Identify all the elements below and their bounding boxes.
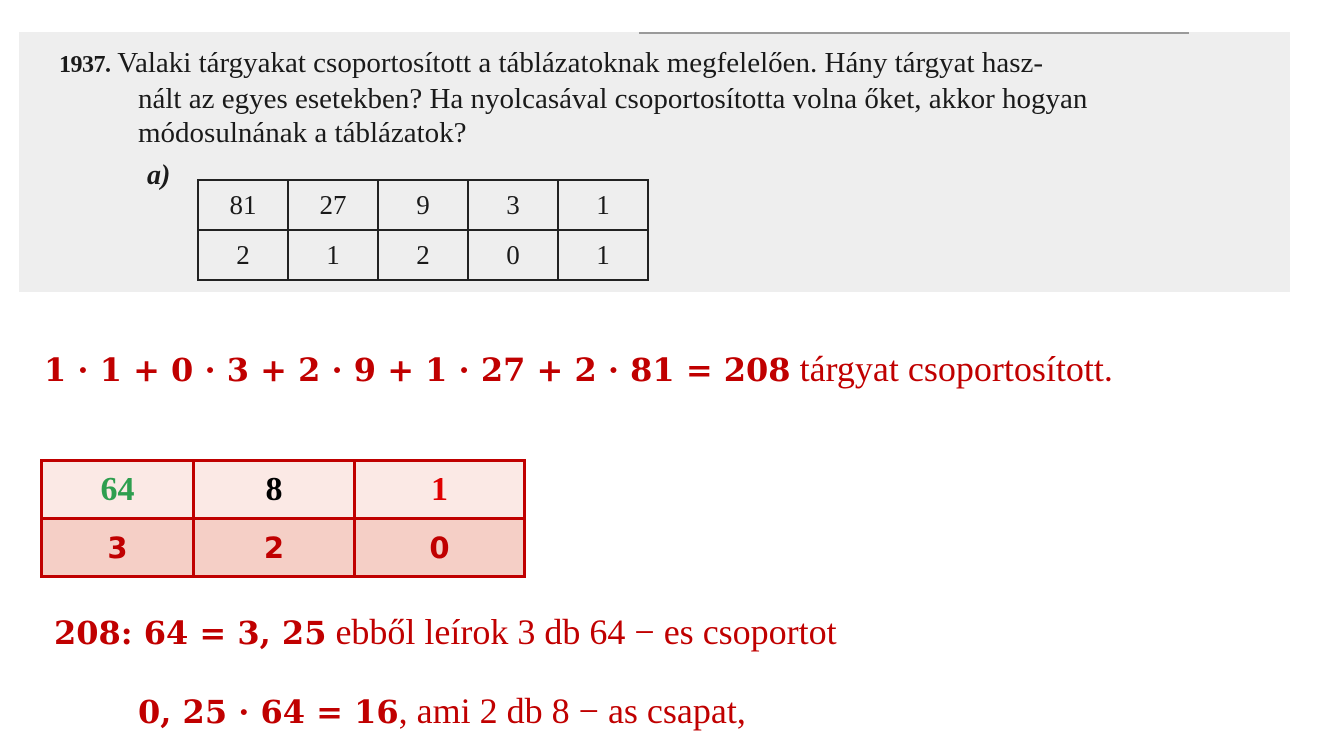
remainder-expression: 0, 25 · 64 = 16 bbox=[138, 693, 399, 731]
problem-text bbox=[59, 46, 1269, 150]
problem-number: 1937. bbox=[59, 52, 111, 78]
octal-table-cell-8: 8 bbox=[194, 461, 355, 519]
problem-table-cell: 3 bbox=[468, 180, 558, 230]
octal-table-value: 3 bbox=[42, 519, 194, 577]
problem-table-header-row bbox=[198, 180, 648, 230]
problem-text-line-3: módosulnának a táblázatok? bbox=[138, 117, 467, 149]
problem-table bbox=[197, 179, 649, 281]
solution-sum-line bbox=[44, 348, 1113, 390]
problem-table-cell: 0 bbox=[468, 230, 558, 280]
problem-scan-image bbox=[19, 32, 1290, 292]
octal-table-cell-64: 64 bbox=[42, 461, 194, 519]
octal-table-cell-1: 1 bbox=[355, 461, 525, 519]
sum-text: tárgyat csoportosított. bbox=[790, 349, 1113, 389]
solution-division-line bbox=[54, 611, 837, 653]
problem-table-cell: 1 bbox=[288, 230, 378, 280]
solution-remainder-line bbox=[138, 690, 746, 732]
problem-table-cell: 27 bbox=[288, 180, 378, 230]
sum-expression: 1 · 1 + 0 · 3 + 2 · 9 + 1 · 27 + 2 · 81 = 208 bbox=[44, 351, 791, 389]
problem-table-cell: 9 bbox=[378, 180, 468, 230]
octal-table-value: 0 bbox=[355, 519, 525, 577]
octal-table-value: 2 bbox=[194, 519, 355, 577]
scan-divider bbox=[639, 32, 1189, 34]
problem-text-line-1: Valaki tárgyakat csoportosított a táblázatoknak megfelelően. Hány tárgyat hasz- bbox=[117, 47, 1044, 79]
problem-table-cell: 2 bbox=[378, 230, 468, 280]
problem-table-cell: 1 bbox=[558, 180, 648, 230]
problem-text-line-2: nált az egyes esetekben? Ha nyolcasával csoportosította volna őket, akkor hogyan bbox=[138, 83, 1088, 115]
problem-line-1 bbox=[59, 46, 1269, 82]
remainder-text: , ami 2 db 8 − as csapat, bbox=[398, 691, 746, 731]
problem-table-values-row bbox=[198, 230, 648, 280]
part-label: a) bbox=[147, 160, 171, 191]
octal-table-header-row bbox=[42, 461, 525, 519]
problem-table-cell: 81 bbox=[198, 180, 288, 230]
division-text: ebből leírok 3 db 64 − es csoportot bbox=[326, 612, 837, 652]
problem-table-cell: 1 bbox=[558, 230, 648, 280]
octal-table-values-row bbox=[42, 519, 525, 577]
problem-table-cell: 2 bbox=[198, 230, 288, 280]
octal-table bbox=[40, 459, 526, 578]
division-expression: 208: 64 = 3, 25 bbox=[54, 614, 327, 652]
